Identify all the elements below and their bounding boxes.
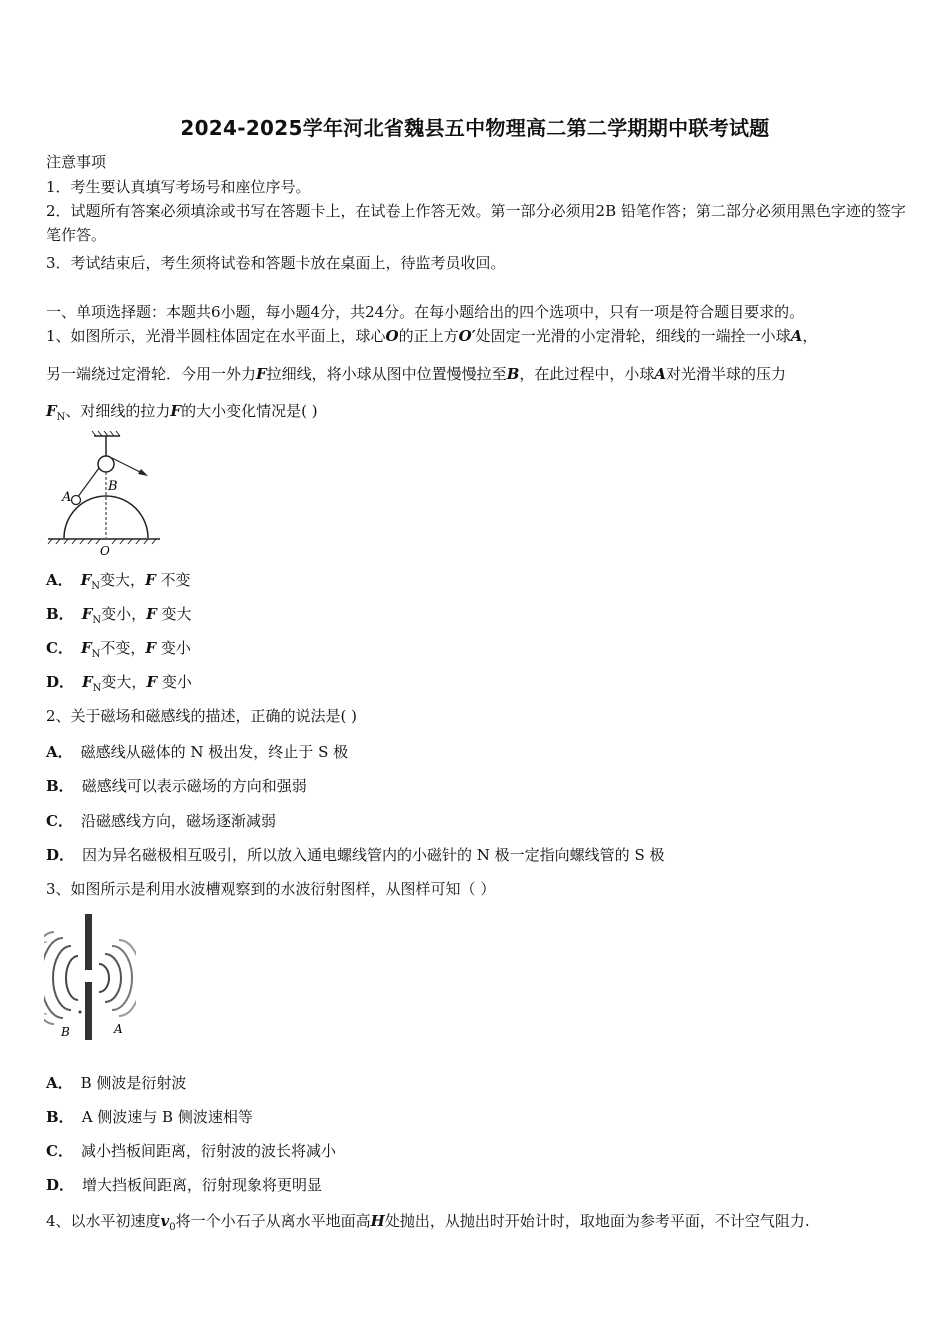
pulley (98, 456, 114, 472)
q2-option[interactable]: A． 磁感线从磁体的 N 极出发，终止于 S 极 (46, 743, 349, 761)
q1-stem-line1: 1、如图所示，光滑半圆柱体固定在水平面上，球心O的正上方O′处固定一光滑的小定滑轮，细线的一端拴一小球A， (46, 327, 818, 345)
notice-heading: 注意事项 (46, 153, 107, 171)
q2-stem: 2、关于磁场和磁感线的描述，正确的说法是( ) (46, 707, 358, 725)
q3-stem: 3、如图所示是利用水波槽观察到的水波衍射图样，从图样可知（ ） (46, 880, 496, 898)
label-b: B (61, 1025, 70, 1039)
exam-title: 2024-2025学年河北省魏县五中物理高二第二学期期中联考试题 (180, 116, 770, 140)
notice-item: 1．考生要认真填写考场号和座位序号。 (46, 178, 311, 196)
q4-stem: 4、以水平初速度$v_0$将一个小石子从离水平地面高H处抛出，从抛出时开始计时，取地面为参考平面，不计空气阻力. (46, 1212, 810, 1233)
q1-option[interactable]: D． $F_N$变大，F 变小 (46, 673, 192, 694)
notice-item: 2．试题所有答案必须填涂或书写在答题卡上，在试卷上作答无效。第一部分必须用2B 铅笔作答；第二部分必须用黑色字迹的签字笔作答。 (46, 202, 906, 244)
q3-figure-wave-diffraction (44, 908, 136, 1044)
q2-option[interactable]: D． 因为异名磁极相互吸引，所以放入通电螺线管内的小磁针的 N 极一定指向螺线管的 S 极 (46, 846, 665, 864)
q1-stem-line3: $F_N$、对细线的拉力F的大小变化情况是( ) (46, 402, 318, 423)
q1-option[interactable]: A． $F_N$变大，F 不变 (46, 571, 191, 592)
q1-figure-hemisphere-pulley (44, 430, 164, 560)
ball-a (72, 496, 81, 505)
q3-option[interactable]: B． A 侧波速与 B 侧波速相等 (46, 1108, 253, 1126)
label-o: O (100, 544, 110, 558)
q3-option[interactable]: D． 增大挡板间距离，衍射现象将更明显 (46, 1176, 323, 1194)
label-a: A (62, 490, 72, 505)
barrier-lower (85, 982, 92, 1040)
q1-option[interactable]: B． $F_N$变小，F 变大 (46, 605, 192, 626)
label-a: A (114, 1022, 123, 1036)
q1-stem-line2: 另一端绕过定滑轮．今用一外力F拉细线，将小球从图中位置慢慢拉至B，在此过程中，小球A对光滑半球的压力 (46, 365, 787, 383)
notice-item: 3．考试结束后，考生须将试卷和答题卡放在桌面上，待监考员收回。 (46, 254, 506, 272)
q2-option[interactable]: C． 沿磁感线方向，磁场逐渐减弱 (46, 812, 276, 830)
q3-option[interactable]: C． 减小挡板间距离，衍射波的波长将减小 (46, 1142, 336, 1160)
label-b: B (108, 479, 118, 494)
q3-option[interactable]: A． B 侧波是衍射波 (46, 1074, 187, 1092)
barrier-upper (85, 914, 92, 970)
q2-option[interactable]: B． 磁感线可以表示磁场的方向和强弱 (46, 777, 307, 795)
q1-option[interactable]: C． $F_N$不变，F 变小 (46, 639, 191, 660)
section-heading: 一、单项选择题：本题共6小题，每小题4分，共24分。在每小题给出的四个选项中，只有一项是符合题目要求的。 (46, 303, 805, 321)
